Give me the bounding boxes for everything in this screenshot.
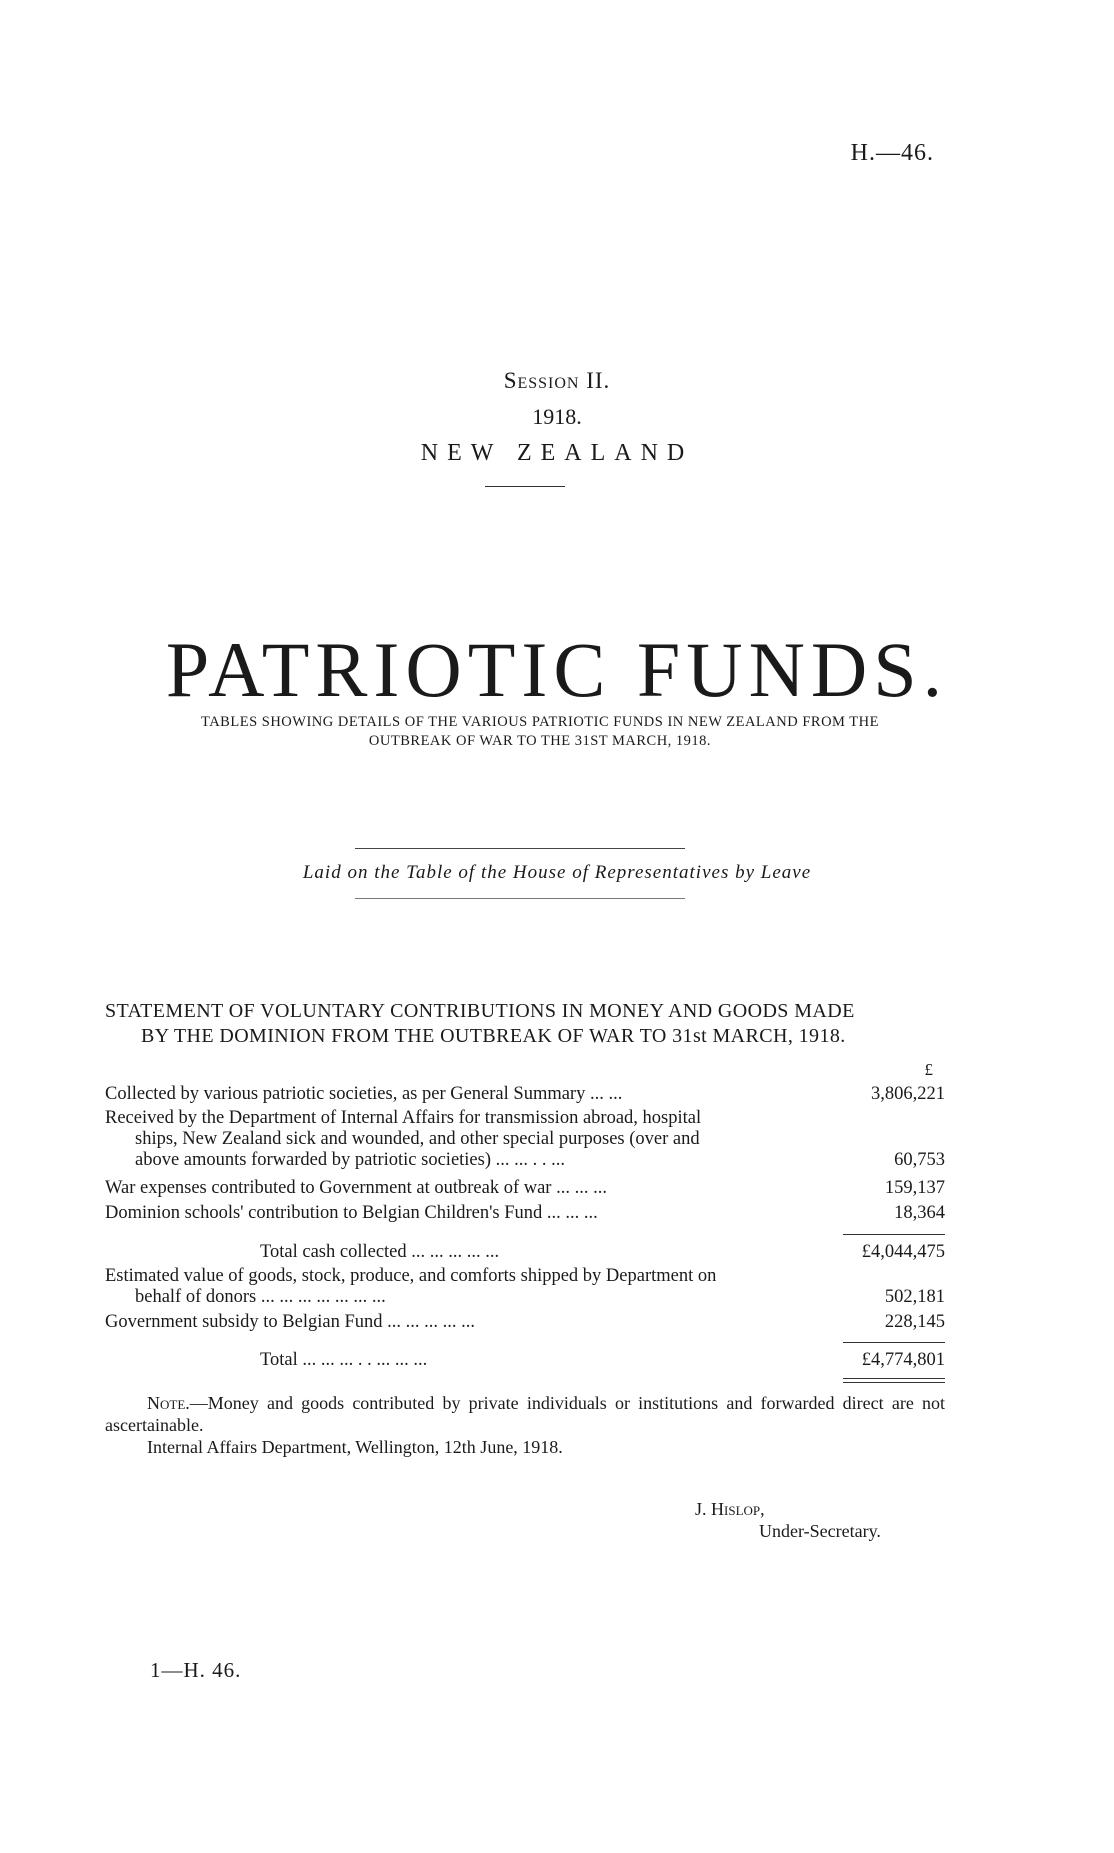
sum-rule — [843, 1234, 945, 1235]
divider-rule — [485, 486, 565, 487]
session-label: Session II. — [503, 368, 611, 393]
divider-rule — [355, 848, 685, 849]
row-description: Total cash collected ... ... ... ... ... — [260, 1242, 500, 1262]
signature-block — [695, 1498, 881, 1542]
dateline: Internal Affairs Department, Wellington, 12th June, 1918. — [147, 1437, 563, 1457]
note-text: —Money and goods contributed by private individuals or institutions and forwarded direct are not ascertainable. — [105, 1393, 945, 1435]
row-description-line: Estimated value of goods, stock, produce, and comforts shipped by Department on — [105, 1266, 717, 1286]
document-subtitle — [140, 713, 940, 751]
sum-rule — [843, 1342, 945, 1343]
statement-heading — [105, 999, 945, 1049]
row-description-line: ships, New Zealand sick and wounded, and other special purposes (over and — [135, 1129, 700, 1149]
row-amount: 18,364 — [894, 1203, 945, 1223]
page-reference: H.—46. — [850, 140, 934, 166]
statement-heading-line: STATEMENT OF VOLUNTARY CONTRIBUTIONS IN MONEY AND GOODS MADE — [105, 1000, 855, 1022]
note-paragraph — [105, 1392, 945, 1458]
total-double-rule — [843, 1378, 945, 1379]
session-year: 1918. — [532, 404, 582, 429]
row-description-line: Received by the Department of Internal Affairs for transmission abroad, hospital — [105, 1108, 702, 1128]
country-heading: NEW ZEALAND — [420, 440, 694, 466]
row-amount: £4,774,801 — [861, 1350, 945, 1370]
row-description: Collected by various patriotic societies, as per General Summary ... ... — [105, 1084, 623, 1104]
row-description: War expenses contributed to Government at outbreak of war ... ... ... — [105, 1178, 607, 1198]
row-description: Dominion schools' contribution to Belgian Children's Fund ... ... ... — [105, 1203, 598, 1223]
subtitle-line: OUTBREAK OF WAR TO THE 31ST MARCH, 1918. — [368, 733, 712, 749]
divider-rule — [355, 898, 685, 899]
row-amount: 60,753 — [894, 1150, 945, 1170]
row-amount: 3,806,221 — [871, 1084, 945, 1104]
document-title: PATRIOTIC FUNDS. — [165, 626, 949, 713]
signatory-name: J. Hislop, — [695, 1499, 765, 1519]
laid-on-table-note: Laid on the Table of the House of Representatives by Leave — [302, 862, 812, 883]
row-description — [105, 1266, 830, 1308]
signatory-title: Under-Secretary. — [759, 1521, 881, 1541]
row-amount: £4,044,475 — [861, 1242, 945, 1262]
total-double-rule — [843, 1382, 945, 1383]
note-label: Note. — [147, 1393, 190, 1413]
row-description-line: above amounts forwarded by patriotic societies) ... ... . . ... — [135, 1150, 566, 1170]
row-description: Government subsidy to Belgian Fund ... ... ... ... ... — [105, 1312, 475, 1332]
row-amount: 502,181 — [884, 1287, 945, 1307]
row-amount: 159,137 — [884, 1178, 945, 1198]
statement-heading-line: BY THE DOMINION FROM THE OUTBREAK OF WAR TO 31st MARCH, 1918. — [141, 1025, 846, 1047]
row-description — [105, 1108, 830, 1171]
subtitle-line: TABLES SHOWING DETAILS OF THE VARIOUS PATRIOTIC FUNDS IN NEW ZEALAND FROM THE — [201, 714, 879, 730]
currency-column-header: £ — [924, 1060, 933, 1079]
row-amount: 228,145 — [884, 1312, 945, 1332]
row-description: Total ... ... ... . . ... ... ... — [260, 1350, 428, 1370]
footer-reference: 1—H. 46. — [150, 1658, 242, 1682]
row-description-line: behalf of donors ... ... ... ... ... ... ... — [135, 1287, 386, 1307]
